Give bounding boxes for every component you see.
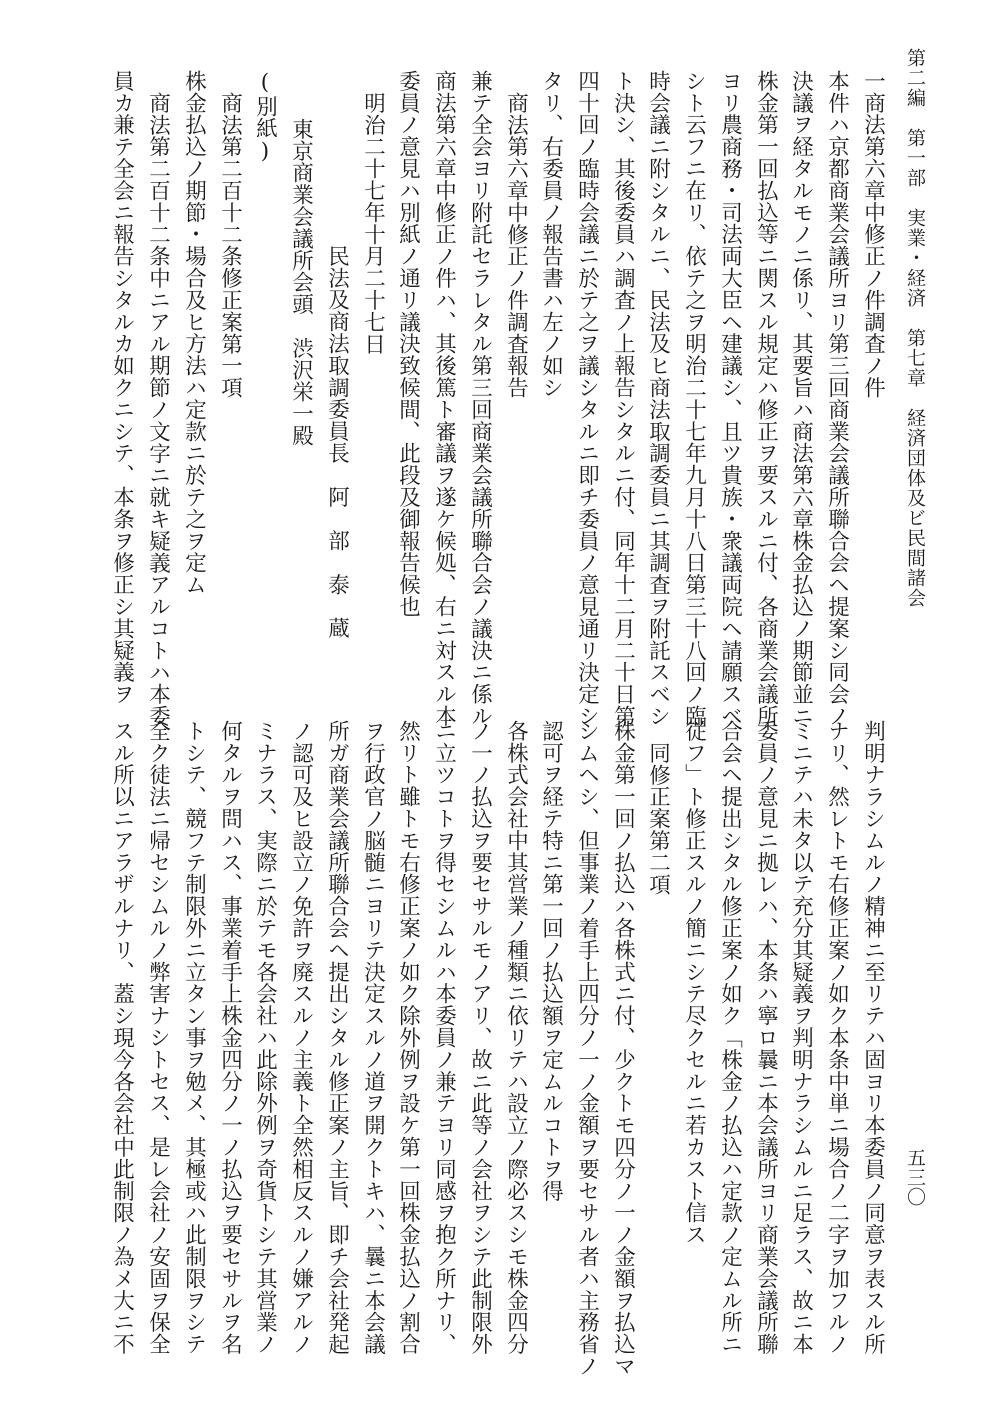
clause-text: 認可ヲ経テ特ニ第一回ノ払込額ヲ定ムルコトヲ得 [538,720,564,1202]
text-line: ト決シ、其後委員ハ調査ノ上報告シタルニ付、同年十二月二十日第 [610,70,636,727]
text-line: 判明ナラシムルノ精神ニ至リテハ固ヨリ本委員ノ同意ヲ表スル所 [860,720,886,1356]
clause-heading: 商法第二百十二条修正案第一項 [217,92,243,399]
text-line: タリ、右委員ノ報告書ハ左ノ如シ [538,70,564,399]
page-number: 五三〇 [904,1148,926,1207]
text-line: 各株式会社中其営業ノ種類ニ依リテハ設立ノ際必スシモ株金四分 [503,720,529,1356]
running-title: 第二編 第一部 実業・経済 第七章 経済団体及ビ民間諸会 [904,48,926,608]
report-date: 明治二十七年十月二十七日 [360,92,386,355]
text-line: シト云フニ在リ、依テ之ヲ明治二十七年九月十八日第三十八回ノ臨 [681,70,707,727]
text-line: 員カ兼テ全会ニ報告シタルカ如クニシテ、本条ヲ修正シ其疑義ヲ [109,70,135,706]
heading-item: 一商法第六章中修正ノ件調査ノ件 [860,70,886,399]
text-line: 兼テ全会ヨリ附託セラレタル第三回商業会議所聯合会ノ議決ニ係ル [467,70,493,727]
text-line: 何タルヲ問ハス、事業着手上株金四分ノ一ノ払込ヲ要セサルヲ名 [217,720,243,1356]
text-line: 委員ノ意見ニ拠レハ、本条ハ寧ロ曩ニ本会議所ヨリ商業会議所聯 [753,720,779,1356]
text-line: ノ認可及ヒ設立ノ免許ヲ廃スルノ主義ト全然相反スルノ嫌アルノ [288,720,314,1356]
text-line: ニ立ツコトヲ得セシムルハ本委員ノ兼テヨリ同感ヲ抱ク所ナリ、 [431,720,457,1356]
clause-text: シムヘシ、但事業ノ着手上四分ノ一ノ金額ヲ要セサル者ハ主務省ノ [574,720,600,1377]
text-line: 四十回ノ臨時会議ニ於テ之ヲ議シタルニ即チ委員ノ意見通リ決定シ [574,70,600,727]
text-line: 商法第六章中修正ノ件ハ、其後篤ト審議ヲ遂ケ候処、右ニ対スル本 [431,70,457,727]
clause-text: 株金第一回ノ払込ハ各株式ニ付、少クトモ四分ノ一ノ金額ヲ払込マ [610,720,636,1377]
signatory: 民法及商法取調委員長 阿 部 泰 蔵 [324,245,350,640]
text-line: トシテ、競フテ制限外ニ立タン事ヲ勉メ、其極或ハ此制限ヲシテ [181,720,207,1356]
text-line: 商法第二百十二条中ニアル期節ノ文字ニ就キ疑義アルコトハ本委 [145,92,171,728]
text-line: 所ガ商業会議所聯合会ヘ提出シタル修正案ノ主旨、即チ会社発起 [324,720,350,1356]
text-line: 全ク徒法ニ帰セシムルノ弊害ナシトセス、是レ会社ノ安固ヲ保全 [145,720,171,1356]
attachment-label: (別紙) [252,70,278,165]
text-line: ヨリ農商務・司法両大臣ヘ建議シ、且ツ貴族・衆議両院ヘ請願スベ [717,70,743,727]
addressee: 東京商業会議所会頭 渋沢栄一殿 [288,118,314,447]
text-line: ヲ行政官ノ脳髄ニヨリテ決定スルノ道ヲ開クトキハ、曩ニ本会議 [360,720,386,1356]
report-title: 商法第六章中修正ノ件調査報告 [503,92,529,399]
text-line: 然リト雖トモ右修正案ノ如ク除外例ヲ設ケ第一回株金払込ノ割合 [395,720,421,1356]
text-line: 本件ハ京都商業会議所ヨリ第三回商業会議所聯合会ヘ提案シ同会ノ [824,70,850,727]
text-line: ノ一ノ払込ヲ要セサルモノアリ、故ニ此等ノ会社ヲシテ此制限外 [467,720,493,1356]
text-line: ナリ、然レトモ右修正案ノ如ク本条中単ニ場合ノ二字ヲ加フルノ [824,720,850,1356]
text-line: 従フ」ト修正スルノ簡ニシテ尽クセルニ若カスト信ス [681,720,707,1246]
clause-heading: 同修正案第二項 [645,742,671,896]
text-line: ミニテハ未タ以テ充分其疑義ヲ判明ナラシムルニ足ラス、故ニ本 [788,720,814,1356]
text-line: ミナラス、実際ニ於テモ各会社ハ此除外例ヲ奇貨トシテ其営業ノ [252,720,278,1356]
text-line: 株金第一回払込等ニ関スル規定ハ修正ヲ要スルニ付、各商業会議所 [753,70,779,727]
clause-text: 株金払込ノ期節・場合及ヒ方法ハ定款ニ於テ之ヲ定ム [181,70,207,596]
text-line: 合会ヘ提出シタル修正案ノ如ク「株金ノ払込ハ定款ノ定ムル所ニ [717,720,743,1356]
text-line: 時会議ニ附シタルニ、民法及ヒ商法取調委員ニ其調査ヲ附託スベシ [645,70,671,727]
text-line: 委員ノ意見ハ別紙ノ通リ議決致候間、此段及御報告候也 [395,70,421,618]
text-line: スル所以ニアラザルナリ、蓋シ現今各会社中此制限ノ為メ大ニ不 [109,720,135,1356]
text-line: 決議ヲ経タルモノニ係リ、其要旨ハ商法第六章株金払込ノ期節並ニ [788,70,814,727]
